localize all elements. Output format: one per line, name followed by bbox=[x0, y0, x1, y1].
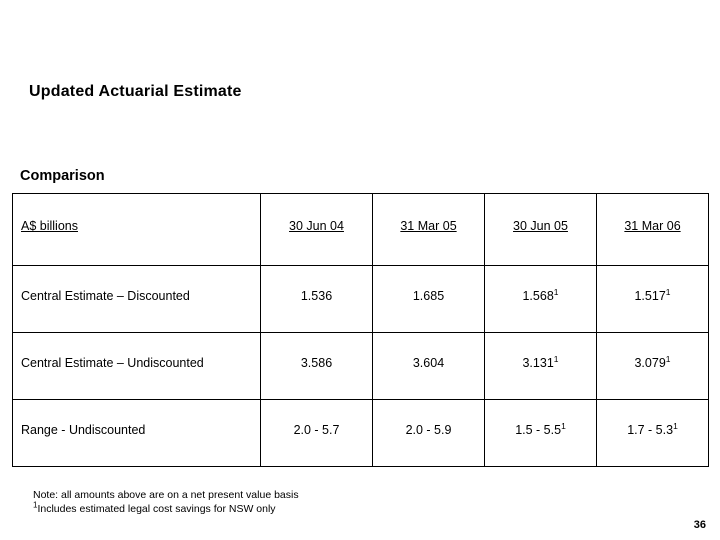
cell-value: 3.604 bbox=[412, 355, 445, 370]
cell-value: 1.536 bbox=[300, 288, 333, 303]
table-header-col-4: 31 Mar 06 bbox=[597, 194, 709, 266]
cell-value: 1.517 bbox=[634, 288, 666, 303]
table-cell bbox=[485, 400, 597, 467]
cell-value: 3.079 bbox=[634, 355, 666, 370]
table-cell bbox=[373, 333, 485, 400]
cell-footnote-marker: 1 bbox=[561, 420, 566, 431]
table-row bbox=[13, 333, 709, 400]
table-row bbox=[13, 266, 709, 333]
table-row bbox=[13, 400, 709, 467]
table-header-row bbox=[13, 194, 709, 266]
page-title: Updated Actuarial Estimate bbox=[29, 83, 242, 100]
footnote-line-1: Note: all amounts above are on a net present value basis bbox=[33, 489, 299, 501]
table-cell bbox=[373, 266, 485, 333]
cell-value: 2.0 - 5.9 bbox=[405, 422, 452, 437]
cell-footnote-marker: 1 bbox=[553, 286, 559, 297]
cell-value: 3.586 bbox=[300, 355, 333, 370]
page-number: 36 bbox=[693, 519, 706, 531]
table-cell bbox=[261, 333, 373, 400]
row-label: Central Estimate – Undiscounted bbox=[13, 333, 261, 400]
table-cell bbox=[261, 400, 373, 467]
cell-value: 3.131 bbox=[522, 355, 554, 370]
cell-footnote-marker: 1 bbox=[673, 420, 678, 431]
cell-value: 1.685 bbox=[412, 288, 445, 303]
footnotes bbox=[33, 488, 299, 517]
table-cell bbox=[373, 400, 485, 467]
row-label: Central Estimate – Discounted bbox=[13, 266, 261, 333]
cell-footnote-marker: 1 bbox=[665, 286, 671, 297]
comparison-table bbox=[12, 193, 709, 467]
footnote-line-2 bbox=[33, 502, 299, 516]
table-cell bbox=[597, 400, 709, 467]
cell-footnote-marker: 1 bbox=[665, 353, 671, 364]
cell-value: 1.5 - 5.5 bbox=[515, 422, 562, 437]
table-header-col-1: 30 Jun 04 bbox=[261, 194, 373, 266]
table-header-col-3: 30 Jun 05 bbox=[485, 194, 597, 266]
table-cell bbox=[261, 266, 373, 333]
table-cell bbox=[485, 266, 597, 333]
table-header-units: A$ billions bbox=[13, 194, 261, 266]
row-label: Range - Undiscounted bbox=[13, 400, 261, 467]
cell-value: 1.7 - 5.3 bbox=[627, 422, 674, 437]
footnote-marker: 1 bbox=[33, 500, 38, 510]
footnote-text: Includes estimated legal cost savings for NSW only bbox=[37, 503, 276, 516]
table-cell bbox=[597, 333, 709, 400]
table-cell bbox=[485, 333, 597, 400]
cell-footnote-marker: 1 bbox=[553, 353, 559, 364]
table-cell bbox=[597, 266, 709, 333]
section-heading: Comparison bbox=[20, 168, 105, 184]
cell-value: 1.568 bbox=[522, 288, 554, 303]
table-header-col-2: 31 Mar 05 bbox=[373, 194, 485, 266]
cell-value: 2.0 - 5.7 bbox=[293, 422, 340, 437]
